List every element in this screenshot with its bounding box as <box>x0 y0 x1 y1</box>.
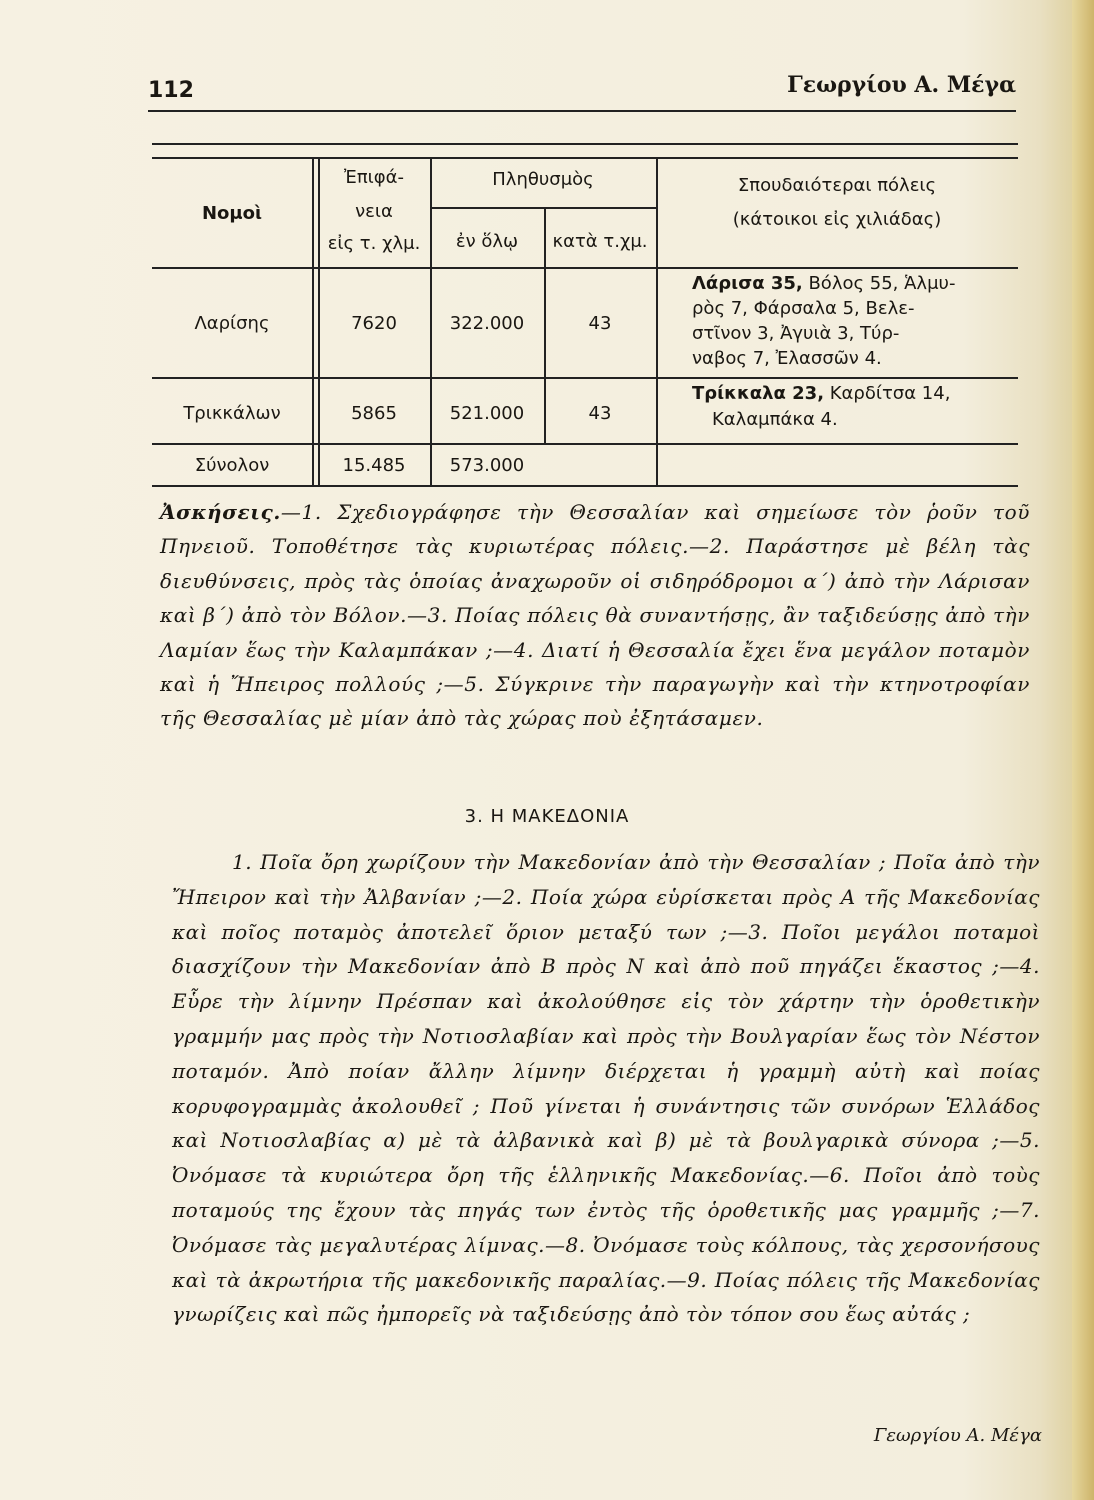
header-nomoi: Νομοὶ <box>201 203 263 224</box>
row-cities-rest: Βόλος 55, Ἁλμυ- <box>802 273 956 294</box>
exercises-text: —1. Σχεδιογράφησε τὴν Θεσσαλίαν καὶ σημείωσε τὸν ῥοῦν τοῦ Πηνειοῦ. Τοποθέτησε τὰς κυριωτέρας πόλεις.—2. Παράστησε μὲ βέλη τὰς διευθύνσεις, πρὸς τὰς ὁποίας ἀναχωροῦν οἱ σιδηρόδρομοι α΄) ἀπὸ τὴν Λάρισαν καὶ β΄) ἀπὸ τὸν Βόλον.—3. Ποίας πόλεις θὰ συναντήσῃς, ἂν ταξιδεύσῃς ἀπὸ τὴν Λαμίαν ἕως τὴν Καλαμπάκαν ;—4. Διατί ἡ Θεσσαλία ἔχει ἕνα μεγάλον ποταμὸν καὶ ἡ Ἤπειρος πολλούς ;—5. Σύγκρινε τὴν παραγωγὴν καὶ τὴν κτηνοτροφίαν τῆς Θεσσαλίας μὲ μίαν ἀπὸ τὰς χώρας ποὺ ἐξητάσαμεν. <box>160 500 1030 731</box>
row-cities-line: Καλαμπάκα 4. <box>712 409 838 430</box>
header-cities-2: (κάτοικοι εἰς χιλιάδας) <box>732 209 942 230</box>
row-cities-rest: Καρδίτσα 14, <box>824 383 951 404</box>
row-cities-line <box>692 271 1018 297</box>
table-bottom-rule <box>152 485 1018 487</box>
row-area: 5865 <box>351 403 397 424</box>
row-pop-density: 43 <box>588 313 612 334</box>
total-population: 573.000 <box>449 455 525 476</box>
table-rule <box>152 157 1018 159</box>
table-top-rule <box>152 143 1018 145</box>
header-population: Πληθυσμὸς <box>492 169 594 190</box>
row-pop-total: 322.000 <box>449 313 525 334</box>
row-cities-line: ρὸς 7, Φάρσαλα 5, Βελε- <box>692 298 915 319</box>
row-cities-line: ναβος 7, Ἐλασσῶν 4. <box>692 348 882 369</box>
header-area-2: νεια <box>355 201 393 222</box>
section-title: 3. Η ΜΑΚΕΔΟΝΙΑ <box>464 806 630 827</box>
row-cities-main: Τρίκκαλα 23, <box>692 383 825 404</box>
header-cities-1: Σπουδαιότεραι πόλεις <box>737 175 937 196</box>
row-cities-main: Λάρισα 35, <box>692 273 803 294</box>
running-head: Γεωργίου Α. Μέγα <box>787 72 1016 98</box>
row-pop-density: 43 <box>588 403 612 424</box>
page-edge <box>1072 0 1094 1500</box>
table-rule <box>152 267 1018 269</box>
row-pop-total: 521.000 <box>449 403 525 424</box>
exercises-paragraph <box>160 495 1030 736</box>
signature: Γεωργίου Α. Μέγα <box>873 1425 1042 1446</box>
header-rule <box>148 110 1016 112</box>
row-nomos: Λαρίσης <box>194 313 270 334</box>
table-col-rule <box>312 157 314 485</box>
row-cities-line <box>692 381 1018 407</box>
header-area-3: εἰς τ. χλμ. <box>327 233 421 254</box>
exercises-label: Ἀσκήσεις. <box>160 500 281 524</box>
section-paragraph: 1. Ποῖα ὄρη χωρίζουν τὴν Μακεδονίαν ἀπὸ τὴν Θεσσαλίαν ; Ποῖα ἀπὸ τὴν Ἤπειρον καὶ τὴν Ἀλβανίαν ;—2. Ποία χώρα εὑρίσκεται πρὸς Α τῆς Μακεδονίας καὶ ποῖος ποταμὸς ἀποτελεῖ ὅριον μεταξύ των ;—3. Ποῖοι μεγάλοι ποταμοὶ διασχίζουν τὴν Μακεδονίαν ἀπὸ Β πρὸς Ν καὶ ἀπὸ ποῦ πηγάζει ἕκαστος ;—4. Εὗρε τὴν λίμνην Πρέσπαν καὶ ἀκολούθησε εἰς τὸν χάρτην τὴν ὁροθετικὴν γραμμήν μας πρὸς τὴν Νοτιοσλαβίαν καὶ πρὸς τὴν Βουλγαρίαν ἕως τὸν Νέστον ποταμόν. Ἀπὸ ποίαν ἄλλην λίμνην διέρχεται ἡ γραμμὴ αὐτὴ καὶ ποίας κορυφογραμμὰς ἀκολουθεῖ ; Ποῦ γίνεται ἡ συνάντησις τῶν συνόρων Ἑλλάδος καὶ Νοτιοσλαβίας α) μὲ τὰ ἀλβανικὰ καὶ β) μὲ τὰ βουλγαρικὰ σύνορα ;—5. Ὀνόμασε τὰ κυριώτερα ὄρη τῆς ἑλληνικῆς Μακεδονίας.—6. Ποῖοι ἀπὸ τοὺς ποταμούς της ἔχουν τὰς πηγάς των ἐντὸς τῆς ὁροθετικῆς μας γραμμῆς ;—7. Ὀνόμασε τὰς μεγαλυτέρας λίμνας.—8. Ὀνόμασε τοὺς κόλπους, τὰς χερσονήσους καὶ τὰ ἀκρωτήρια τῆς μακεδονικῆς παραλίας.—9. Ποίας πόλεις τῆς Μακεδονίας γνωρίζεις καὶ πῶς ἠμπορεῖς νὰ ταξιδεύσῃς ἀπὸ τὸν τόπον σου ἕως αὐτάς ; <box>172 850 1040 1327</box>
total-area: 15.485 <box>342 455 406 476</box>
total-label: Σύνολον <box>194 455 270 476</box>
header-pop-density: κατὰ τ.χμ. <box>552 231 648 252</box>
table-rule <box>152 377 1018 379</box>
table-rule <box>152 443 1018 445</box>
header-pop-total: ἐν ὅλῳ <box>455 231 519 252</box>
population-table <box>152 143 1018 493</box>
row-area: 7620 <box>351 313 397 334</box>
page-number: 112 <box>148 78 194 103</box>
row-cities-line: στῖνον 3, Ἀγυιὰ 3, Τύρ- <box>692 323 900 344</box>
header-area-1: Ἐπιφά- <box>344 167 404 188</box>
row-nomos: Τρικκάλων <box>183 403 281 424</box>
table-rule <box>430 207 656 209</box>
